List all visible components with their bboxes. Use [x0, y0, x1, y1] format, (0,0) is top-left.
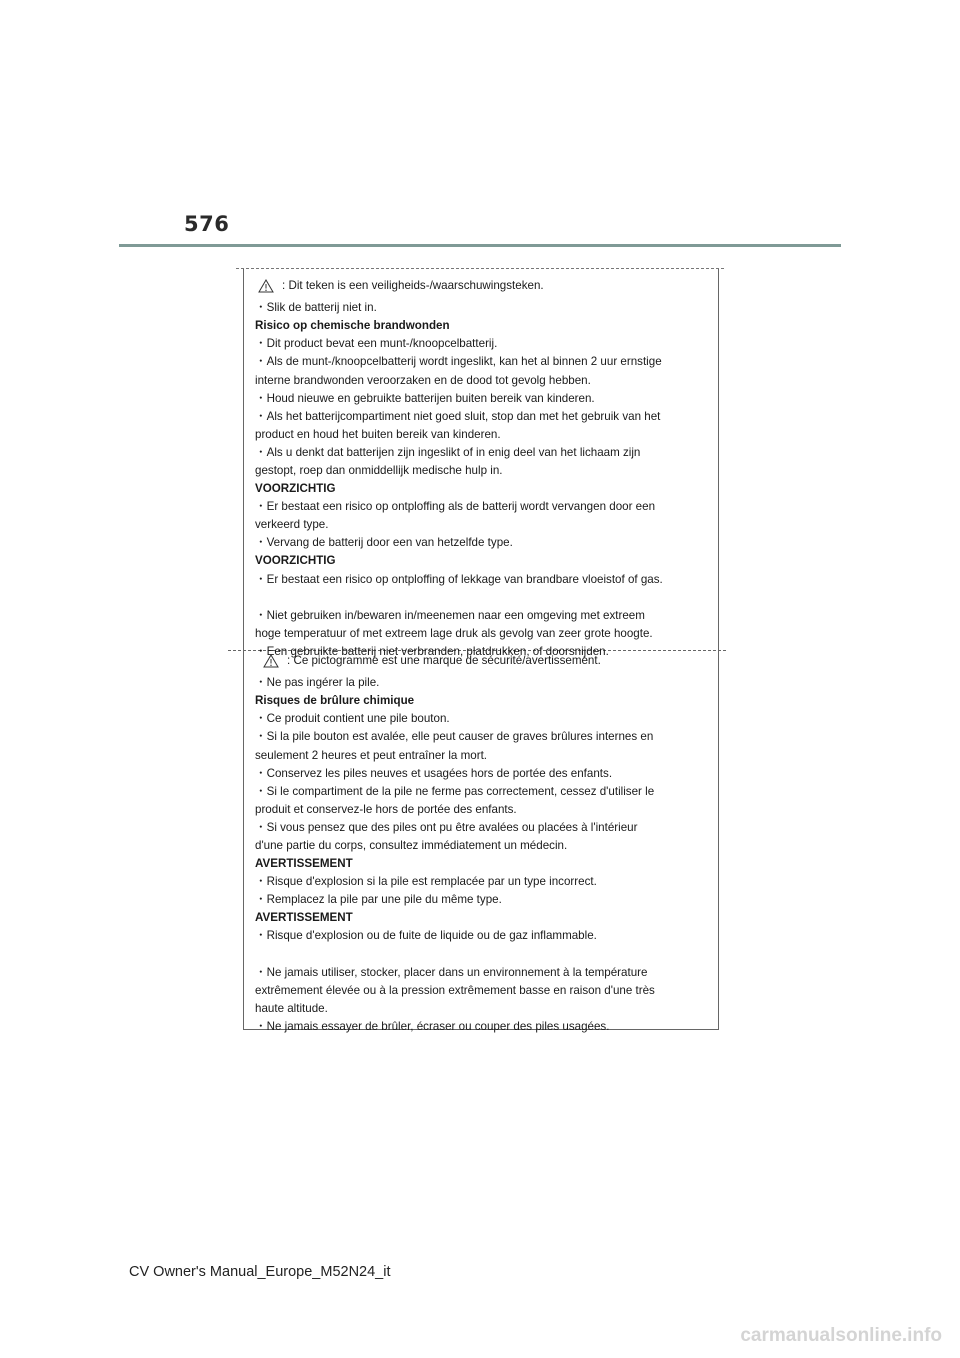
french-text-line: ・Si le compartiment de la pile ne ferme pas correctement, cessez d'utiliser le [255, 784, 655, 798]
french-text-line: ・Risque d'explosion si la pile est remplacée par un type incorrect. [255, 875, 597, 889]
dutch-text-line: gestopt, roep dan onmiddellijk medische hulp in. [255, 463, 503, 477]
dutch-text-line: product en houd het buiten bereik van kinderen. [255, 427, 501, 441]
dutch-text-line: ・Als het batterijcompartiment niet goed sluit, stop dan met het gebruik van het [255, 409, 661, 423]
french-text-line: ・Risque d'explosion ou de fuite de liquide ou de gaz inflammable. [255, 929, 597, 943]
dutch-section [255, 277, 710, 661]
warning-triangle-icon [258, 279, 274, 293]
battery-safety-notice [243, 268, 719, 1033]
french-text-line: ・Ne jamais essayer de brûler, écraser ou couper des piles usagées. [255, 1019, 610, 1033]
dutch-lines [255, 299, 710, 661]
dutch-text-line: ・Dit product bevat een munt-/knoopcelbatterij. [255, 337, 498, 351]
dutch-text-line: ・Slik de batterij niet in. [255, 301, 377, 315]
french-warning-line [255, 652, 601, 670]
french-section [255, 652, 710, 1036]
site-watermark: carmanualsonline.info [740, 1325, 942, 1346]
dutch-heading: Risico op chemische brandwonden [255, 319, 450, 333]
page-number: 576 [184, 212, 230, 236]
dutch-heading: VOORZICHTIG [255, 554, 336, 568]
warning-triangle-icon [263, 654, 279, 668]
dutch-text-line: ・Houd nieuwe en gebruikte batterijen buiten bereik van kinderen. [255, 391, 595, 405]
dutch-warning-line [255, 277, 544, 295]
dutch-text-line: ・Er bestaat een risico op ontploffing of lekkage van brandbare vloeistof of gas. [255, 572, 663, 586]
french-text-line: ・Conservez les piles neuves et usagées hors de portée des enfants. [255, 766, 613, 780]
dutch-text-line: interne brandwonden veroorzaken en de dood tot gevolg hebben. [255, 373, 591, 387]
dutch-text-line: ・Er bestaat een risico op ontploffing als de batterij wordt vervangen door een [255, 500, 656, 514]
french-lines [255, 674, 710, 1036]
french-text-line: produit et conservez-le hors de portée des enfants. [255, 802, 517, 816]
french-heading: Risques de brûlure chimique [255, 694, 415, 708]
dutch-heading: VOORZICHTIG [255, 482, 336, 496]
french-text-line: ・Ce produit contient une pile bouton. [255, 712, 450, 726]
dutch-text-line: ・Vervang de batterij door een van hetzelfde type. [255, 536, 513, 550]
french-text-line: ・Remplacez la pile par une pile du même type. [255, 893, 502, 907]
french-text-line [255, 946, 710, 964]
french-text-line: seulement 2 heures et peut entraîner la mort. [255, 748, 488, 762]
french-text-line: haute altitude. [255, 1001, 328, 1015]
french-text-line: ・Si vous pensez que des piles ont pu être avalées ou placées à l'intérieur [255, 820, 638, 834]
french-text-line: d'une partie du corps, consultez immédiatement un médecin. [255, 838, 568, 852]
french-text-line: ・Si la pile bouton est avalée, elle peut causer de graves brûlures internes en [255, 730, 654, 744]
french-heading: AVERTISSEMENT [255, 857, 353, 871]
dutch-text-line: ・Als u denkt dat batterijen zijn ingeslikt of in enig deel van het lichaam zijn [255, 445, 641, 459]
dutch-text-line: hoge temperatuur of met extreem lage druk als gevolg van zeer grote hoogte. [255, 626, 653, 640]
french-text-line: ・Ne jamais utiliser, stocker, placer dans un environnement à la température [255, 965, 648, 979]
dutch-text-line [255, 589, 710, 607]
dutch-text-line: ・Niet gebruiken in/bewaren in/meenemen naar een omgeving met extreem [255, 608, 645, 622]
dutch-warning-text: : Dit teken is een veiligheids-/waarschuwingsteken. [282, 279, 544, 292]
manual-footer: CV Owner's Manual_Europe_M52N24_it [129, 1264, 391, 1280]
dutch-text-line: verkeerd type. [255, 518, 329, 532]
french-text-line: extrêmement élevée ou à la pression extrêmement basse en raison d'une très [255, 983, 655, 997]
notice-top-border [236, 268, 724, 269]
header-rule [119, 244, 841, 247]
french-heading: AVERTISSEMENT [255, 911, 353, 925]
dutch-text-line: ・Als de munt-/knoopcelbatterij wordt ingeslikt, kan het al binnen 2 uur ernstige [255, 355, 662, 369]
french-warning-text: : Ce pictogramme est une marque de sécurité/avertissement. [287, 654, 601, 667]
dutch-text-line: ・Een gebruikte batterij niet verbranden, platdrukken, of doorsnijden. [255, 644, 609, 658]
french-text-line: ・Ne pas ingérer la pile. [255, 676, 380, 690]
